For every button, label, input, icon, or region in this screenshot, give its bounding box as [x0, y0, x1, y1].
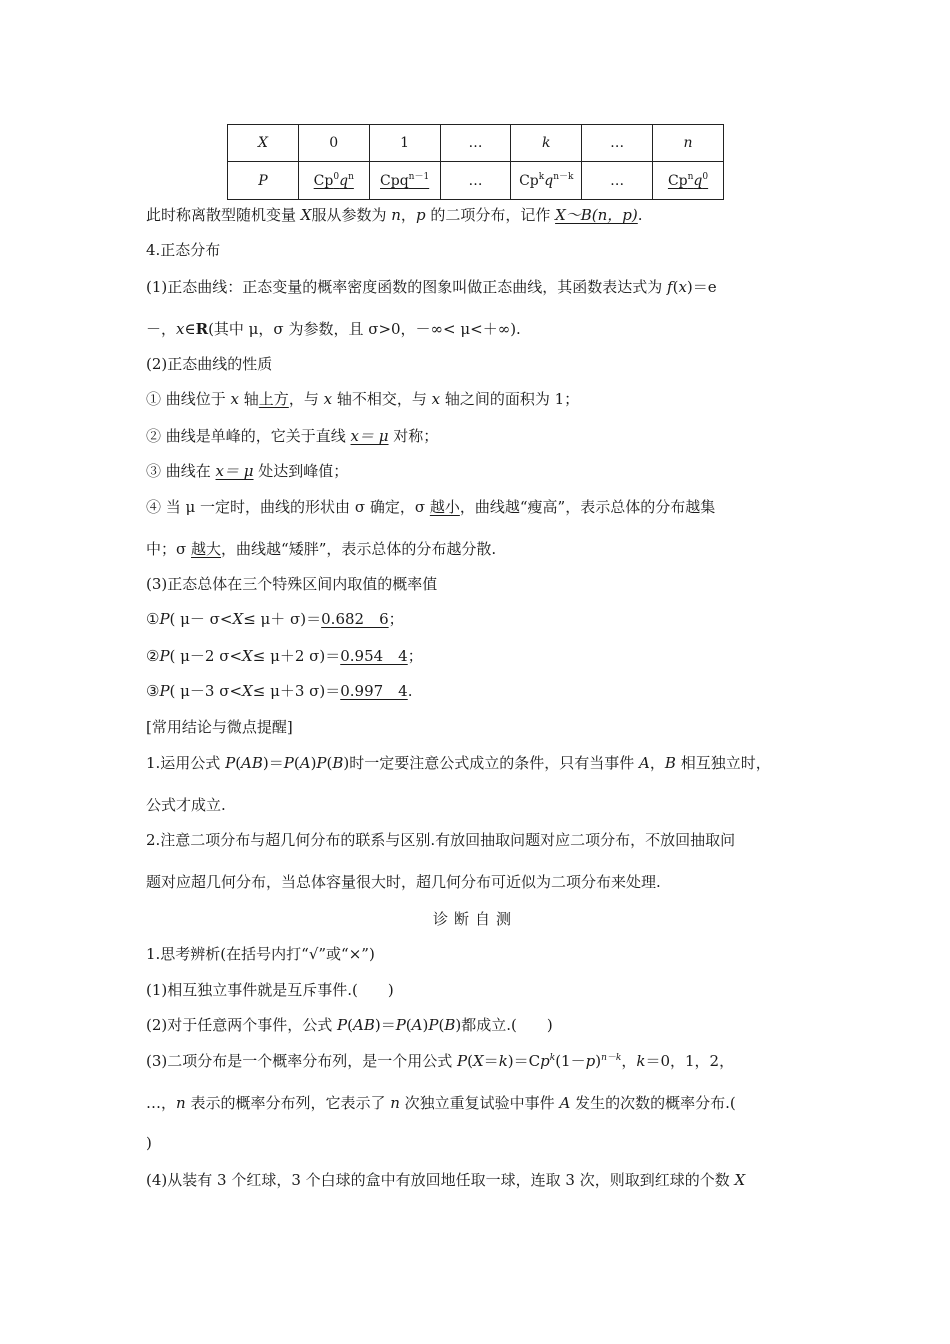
text-line: (1)正态曲线：正态变量的概率密度函数的图象叫做正态曲线，其函数表达式为 f(x)＝e: [146, 278, 717, 296]
text-line: 1.运用公式 P(AB)＝P(A)P(B)时一定要注意公式成立的条件，只有当事件 A，B 相互独立时，: [146, 754, 771, 772]
answer-blank: 上方: [258, 390, 289, 408]
table-row-x: [228, 125, 724, 162]
answer-blank: x＝ μ: [350, 427, 389, 445]
table-cell: n: [653, 125, 724, 162]
table-cell: …: [582, 162, 653, 200]
text-line: 2.注意二项分布与超几何分布的联系与区别.有放回抽取问题对应二项分布，不放回抽取问: [146, 831, 736, 849]
text-line: ③ 曲线在 x＝ μ 处达到峰值；: [146, 462, 349, 480]
text-line: 此时称离散型随机变量 X服从参数为 n，p 的二项分布，记作 X～B(n，p).: [146, 206, 643, 224]
text-line: ①P( μ－ σ<X≤ μ＋ σ)＝0.682 6；: [146, 610, 404, 628]
section-title: 诊断自测: [432, 910, 517, 928]
table-cell: …: [582, 125, 653, 162]
text-line: 1.思考辨析(在括号内打“√”或“×”): [146, 945, 375, 963]
text-line: (3)正态总体在三个特殊区间内取值的概率值: [146, 575, 438, 593]
table-cell: 0: [298, 125, 369, 162]
text-line: 中；σ 越大，曲线越“矮胖”，表示总体的分布越分散.: [146, 540, 497, 558]
text-line: …，n 表示的概率分布列，它表示了 n 次独立重复试验中事件 A 发生的次数的概率分布.(: [146, 1094, 736, 1112]
table-cell: k: [511, 125, 582, 162]
table-row-p: [228, 162, 724, 200]
prob-expression: $Cp^kq^{n-k}$: [519, 171, 574, 189]
text-line: (1)相互独立事件就是互斥事件.( ): [146, 981, 394, 999]
table-cell: [369, 162, 440, 200]
text-line: ): [146, 1134, 152, 1152]
table-cell: [511, 162, 582, 200]
table-cell: 1: [369, 125, 440, 162]
table-cell: …: [440, 125, 511, 162]
text-line: ②P( μ－2 σ<X≤ μ＋2 σ)＝0.954 4；: [146, 647, 423, 665]
prob-expression: Cpq$^{n-1}$: [380, 171, 430, 189]
text-line: (2)正态曲线的性质: [146, 355, 273, 373]
answer-blank: 0.954 4: [340, 647, 408, 665]
text-line: ② 曲线是单峰的，它关于直线 x＝ μ 对称；: [146, 427, 439, 445]
text-line: －，x∈R(其中 μ，σ 为参数，且 σ>0，－∞< μ<＋∞).: [146, 320, 521, 338]
section-heading: [常用结论与微点提醒]: [146, 718, 293, 736]
binomial-distribution-table: [227, 124, 724, 200]
answer-blank: 0.682 6: [321, 610, 389, 628]
text-line: (3)二项分布是一个概率分布列，是一个用公式 $P(X=k)=Cp^k(1-p)^{n-k}$，k＝0，1，2，: [146, 1052, 735, 1070]
answer-blank: x＝ μ: [215, 462, 254, 480]
text-line: ① 曲线位于 x 轴上方，与 x 轴不相交，与 x 轴之间的面积为 1；: [146, 390, 580, 408]
table-cell: …: [440, 162, 511, 200]
table-cell: [653, 162, 724, 200]
section-heading: 4.正态分布: [146, 241, 221, 259]
text-line: (4)从装有 3 个红球，3 个白球的盒中有放回地任取一球，连取 3 次，则取到红球的个数 X: [146, 1171, 746, 1189]
text-line: ④ 当 μ 一定时，曲线的形状由 σ 确定，σ 越小，曲线越“瘦高”，表示总体的分布越集: [146, 498, 716, 516]
answer-blank: 越小: [429, 498, 460, 516]
answer-blank: 0.997 4: [340, 682, 408, 700]
text-line: 题对应超几何分布，当总体容量很大时，超几何分布可近似为二项分布来处理.: [146, 873, 661, 891]
text-line: (2)对于任意两个事件，公式 P(AB)＝P(A)P(B)都成立.( ): [146, 1016, 553, 1034]
answer-blank: X～B(n，p): [555, 206, 638, 224]
table-cell: [298, 162, 369, 200]
prob-expression: $Cp^nq^0$: [667, 171, 709, 189]
text-line: 公式才成立.: [146, 796, 226, 814]
table-cell: P: [228, 162, 299, 200]
table-cell: X: [228, 125, 299, 162]
answer-blank: 越大: [191, 540, 222, 558]
text-line: ③P( μ－3 σ<X≤ μ＋3 σ)＝0.997 4.: [146, 682, 413, 700]
prob-expression: $Cp^0q^n$: [313, 171, 354, 189]
